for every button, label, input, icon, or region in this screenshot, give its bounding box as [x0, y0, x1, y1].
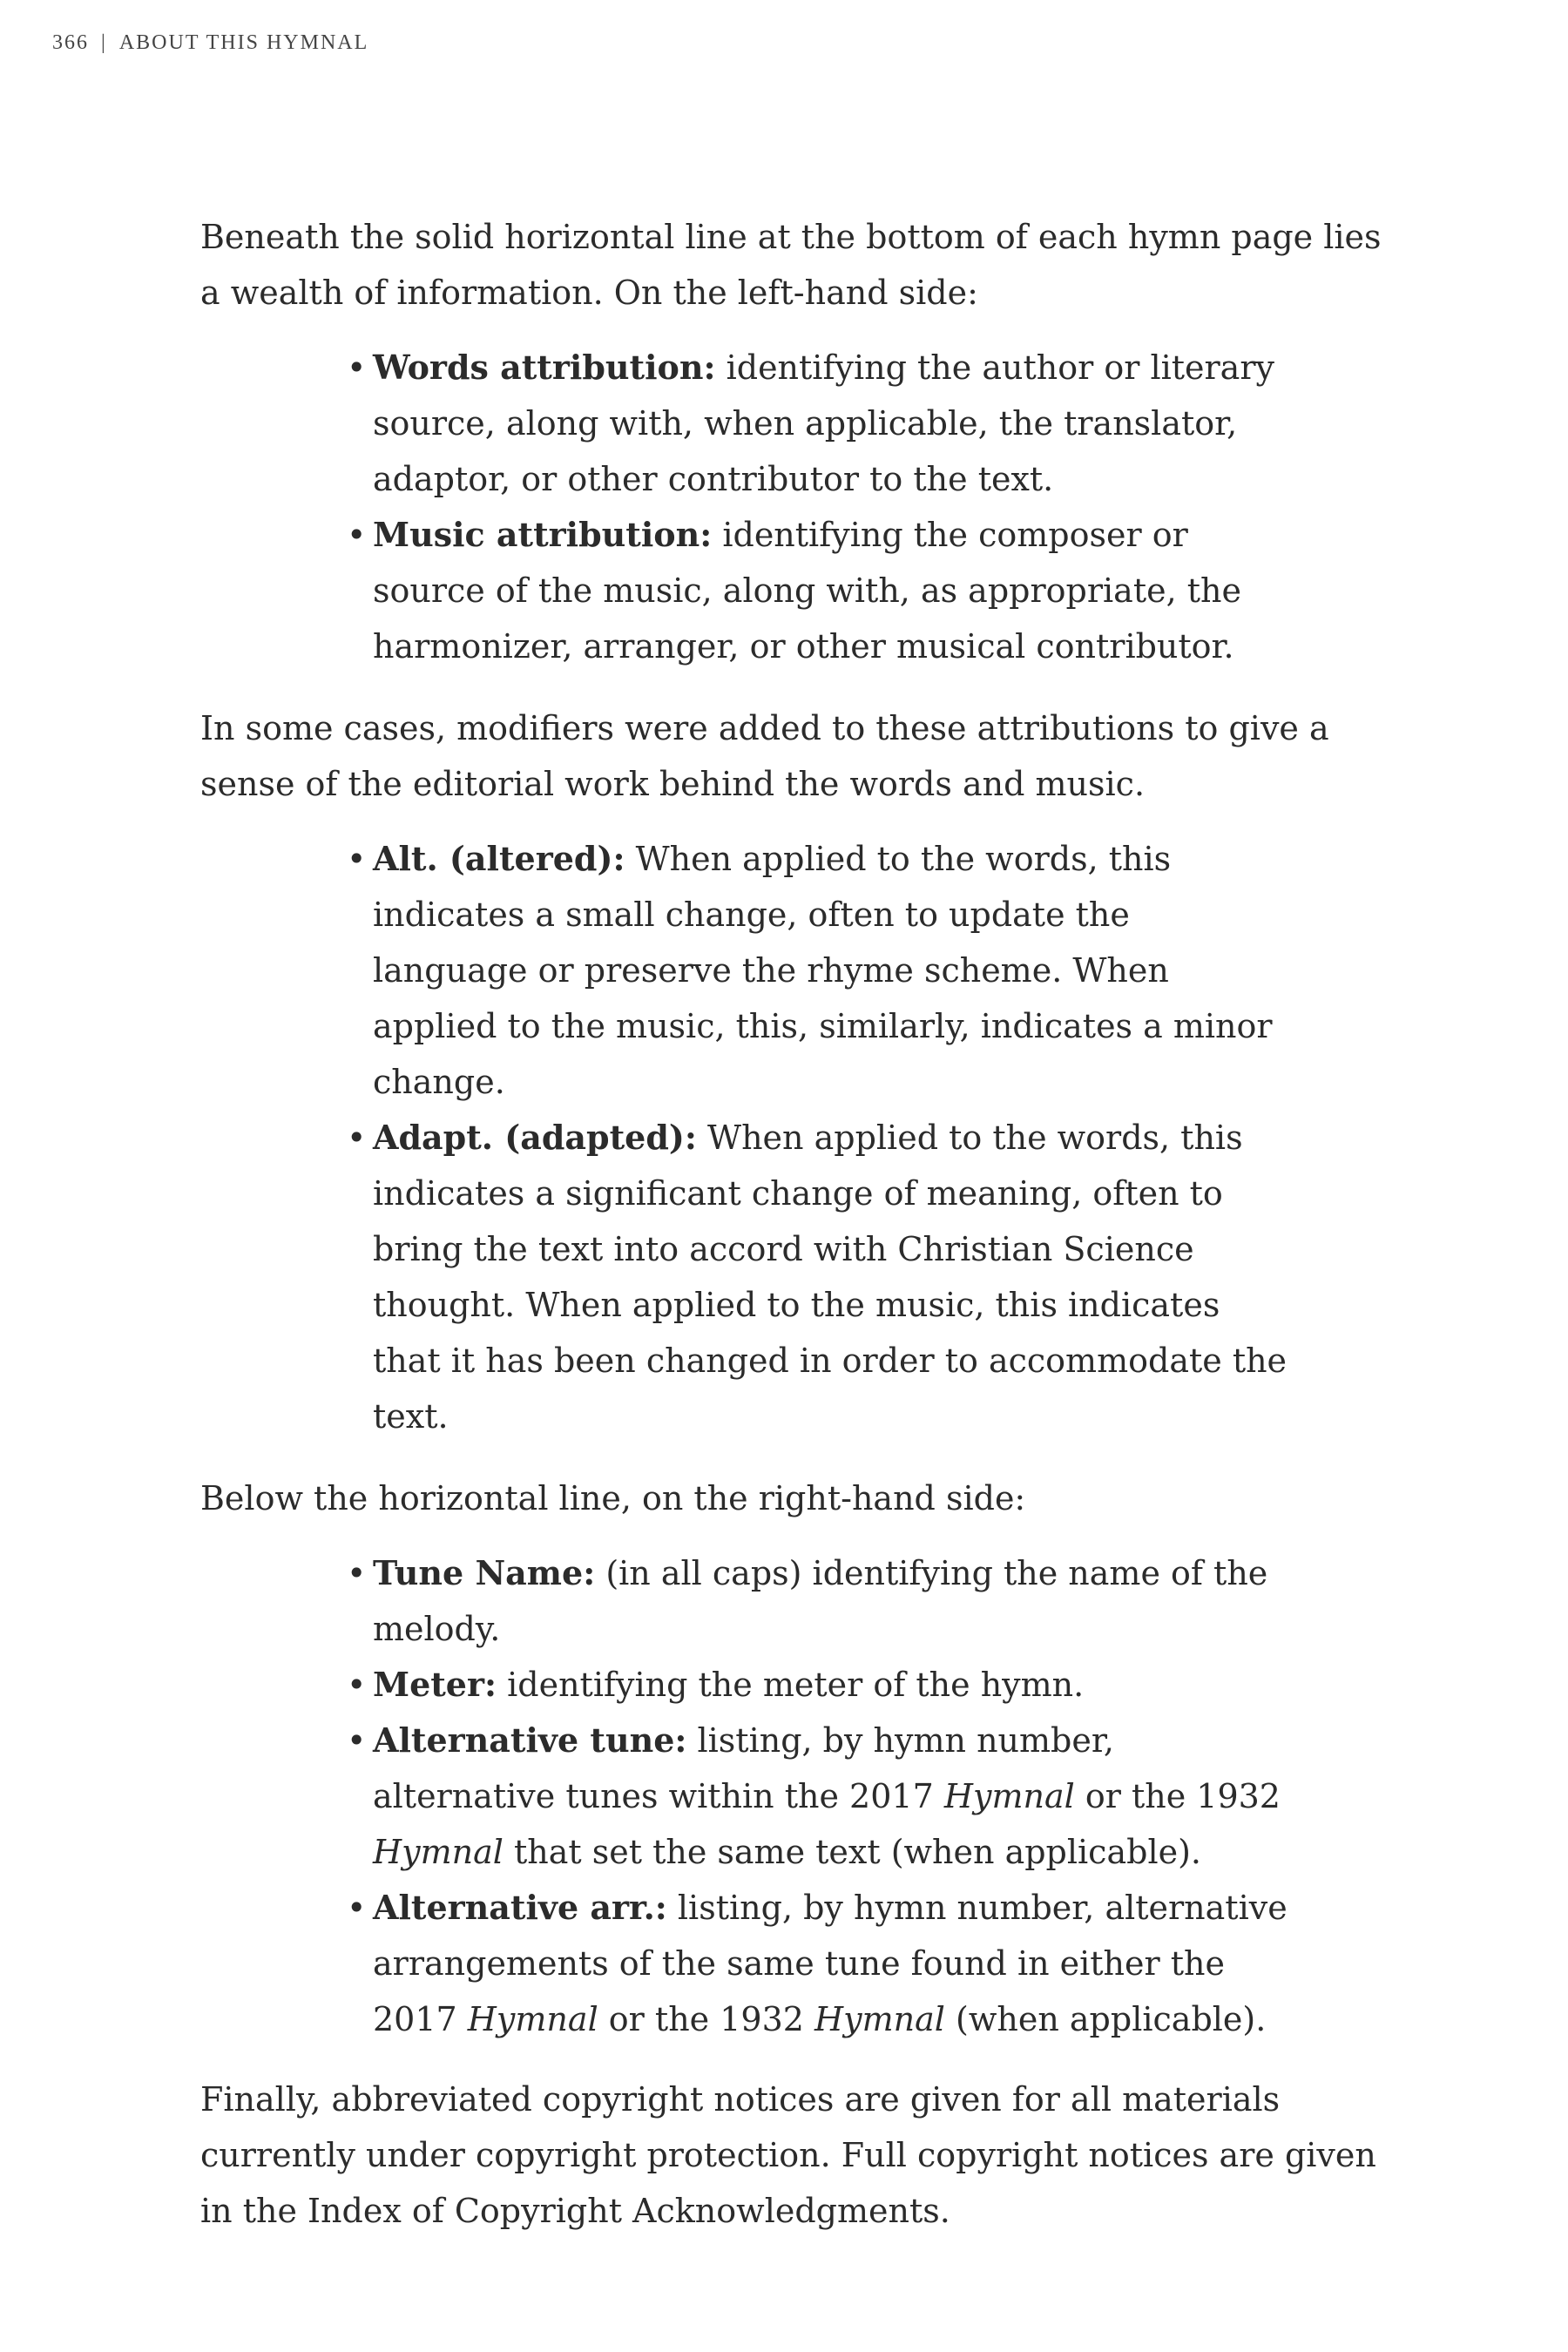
definition: or the 1932 — [1074, 1777, 1281, 1815]
left-side-list — [347, 340, 1288, 674]
term: Words attribution: — [373, 348, 716, 387]
list-item — [347, 1657, 1288, 1713]
running-head — [52, 31, 368, 55]
paragraph-right-side: Below the horizontal line, on the right-hand side: — [200, 1479, 1026, 1517]
header-separator: | — [101, 31, 107, 54]
definition: listing, by hymn number, alternative arrangements of the same tune found in either the 2017 — [373, 1889, 1288, 2038]
paragraph-modifiers: In some cases, modifiers were added to these attributions to give a sense of the editorial work behind the words and music. — [200, 709, 1329, 803]
page-number: 366 — [52, 31, 89, 54]
hymnal-title: Hymnal — [373, 1833, 504, 1871]
definition: identifying the author or literary source, along with, when applicable, the translator, adaptor, or other contributor to the text. — [373, 348, 1274, 498]
bullet-icon: • — [347, 1889, 367, 1927]
bullet-icon: • — [347, 1721, 367, 1760]
bullet-icon: • — [347, 840, 367, 878]
list-item — [347, 1110, 1288, 1444]
term: Alternative arr.: — [373, 1888, 667, 1927]
definition: (when applicable). — [944, 2000, 1267, 2038]
definition: listing, by hymn number, alternative tunes within the 2017 — [373, 1721, 1114, 1815]
hymnal-title: Hymnal — [467, 2000, 598, 2038]
definition: identifying the composer or source of the music, along with, as appropriate, the harmonizer, arranger, or other musical contributor. — [373, 516, 1241, 666]
bullet-icon: • — [347, 1119, 367, 1157]
bullet-icon: • — [347, 1666, 367, 1704]
list-item — [347, 340, 1288, 507]
list-item — [347, 1713, 1288, 1880]
term: Meter: — [373, 1665, 497, 1704]
term: Music attribution: — [373, 515, 713, 554]
paragraph-copyright: Finally, abbreviated copyright notices are given for all materials currently under copyright protection. Full copyright notices are given in the Index of Copyright Acknowledgments. — [200, 2080, 1376, 2230]
hymnal-title: Hymnal — [943, 1777, 1075, 1815]
bullet-icon: • — [347, 516, 367, 554]
term: Alternative tune: — [373, 1720, 687, 1760]
hymnal-title: Hymnal — [814, 2000, 945, 2038]
section-title: ABOUT THIS HYMNAL — [118, 31, 369, 54]
list-item — [347, 831, 1288, 1110]
definition: When applied to the words, this indicates a small change, often to update the language or preserve the rhyme scheme. When applied to the music, this, similarly, indicates a minor change. — [373, 840, 1273, 1101]
list-item — [347, 1880, 1288, 2047]
body-text — [200, 209, 1402, 2258]
term: Alt. (altered): — [373, 839, 625, 878]
definition: or the 1932 — [598, 2000, 815, 2038]
bullet-icon: • — [347, 1554, 367, 1592]
list-item — [347, 1545, 1288, 1657]
definition: that set the same text (when applicable). — [503, 1833, 1201, 1871]
term: Tune Name: — [373, 1553, 596, 1592]
bullet-icon: • — [347, 348, 367, 387]
definition: (in all caps) identifying the name of the melody. — [373, 1554, 1268, 1648]
paragraph-intro: Beneath the solid horizontal line at the bottom of each hymn page lies a wealth of information. On the left-hand side: — [200, 218, 1382, 312]
definition: identifying the meter of the hymn. — [497, 1666, 1085, 1704]
definition: When applied to the words, this indicates a significant change of meaning, often to bring the text into accord with Christian Science thought. When applied to the music, this indicates that it has been changed in order to accommodate the text. — [373, 1119, 1288, 1436]
list-item — [347, 507, 1288, 674]
term: Adapt. (adapted): — [373, 1118, 697, 1157]
modifier-list — [347, 831, 1288, 1444]
right-side-list — [347, 1545, 1288, 2047]
